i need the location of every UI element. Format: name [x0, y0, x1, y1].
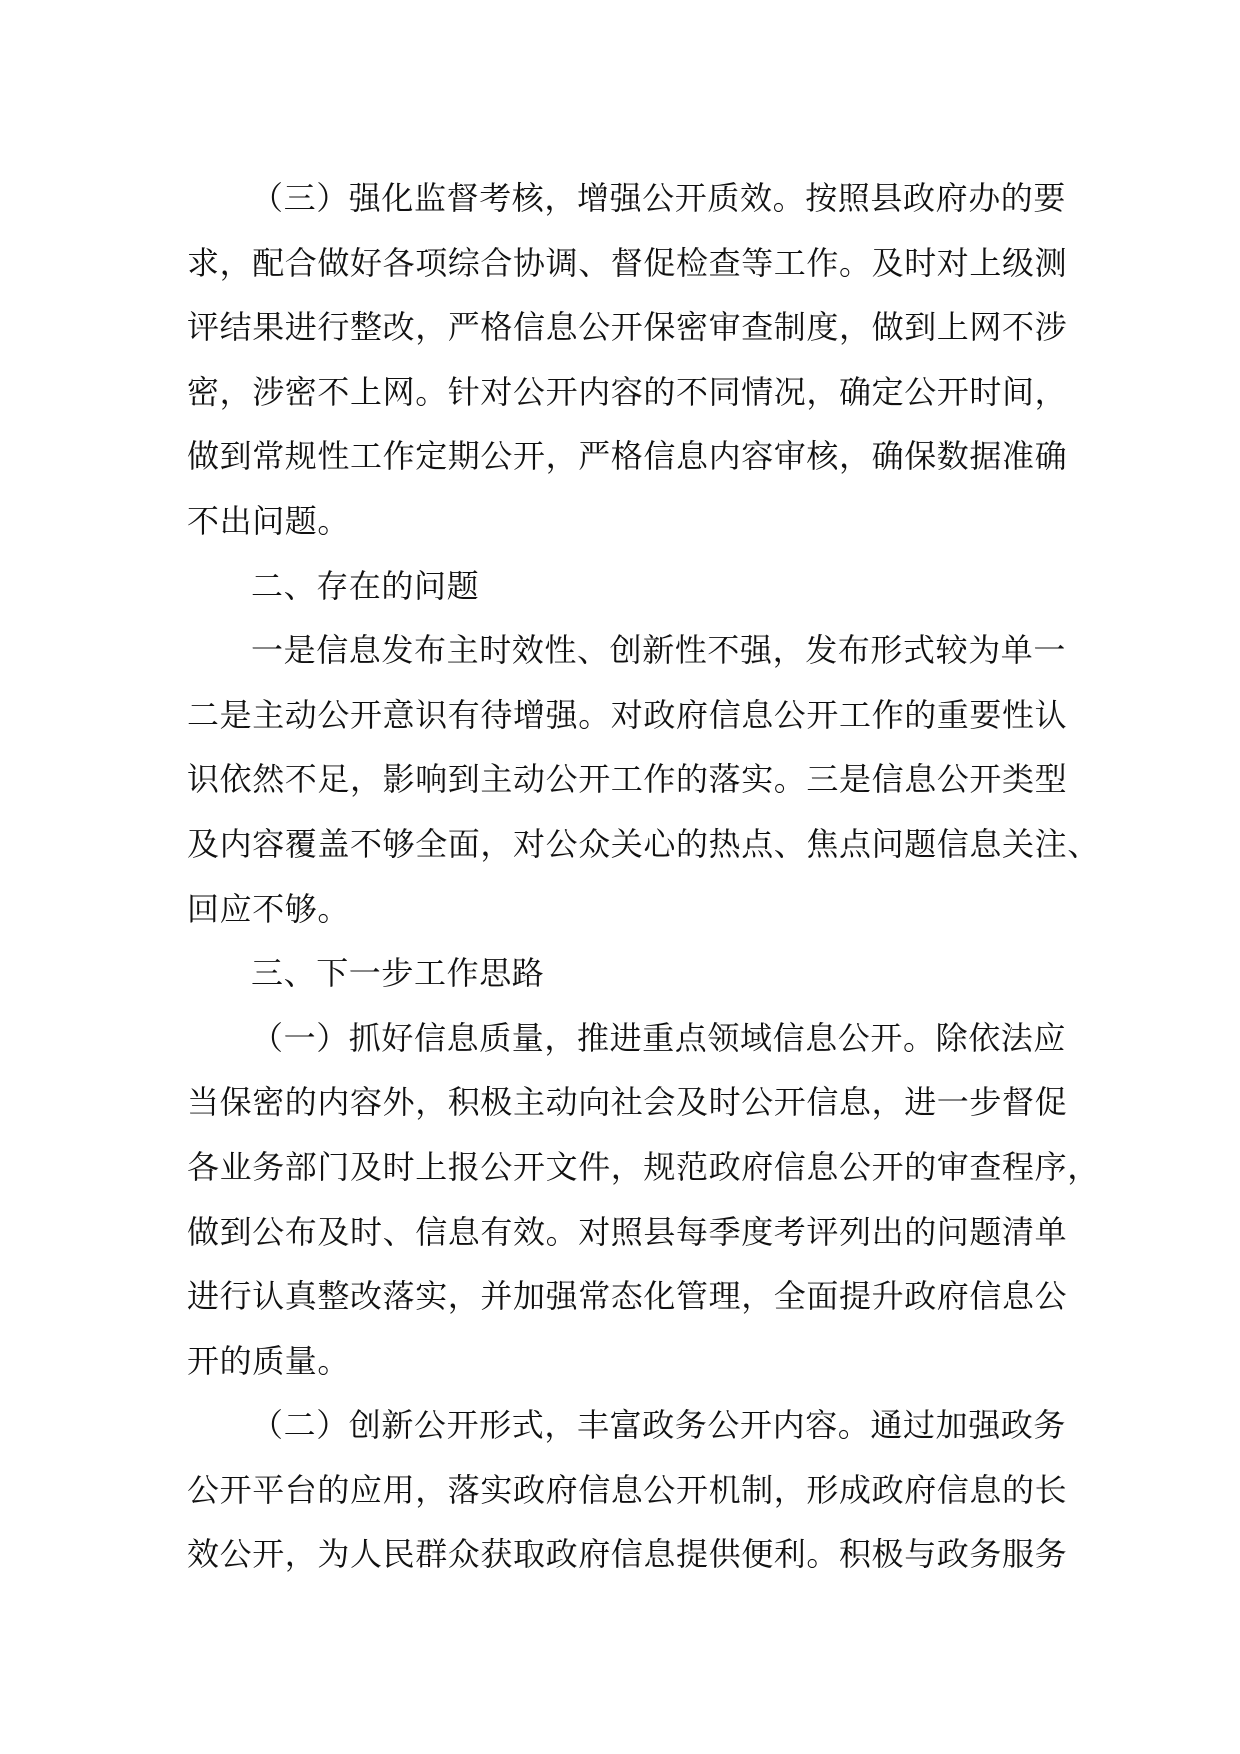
text-line: 当保密的内容外，积极主动向社会及时公开信息，进一步督促 [187, 1083, 1068, 1122]
text-line: 求，配合做好各项综合协调、督促检查等工作。及时对上级测 [187, 243, 1068, 282]
text-line: 做到常规性工作定期公开，严格信息内容审核，确保数据准确 [187, 437, 1068, 476]
text-line: 进行认真整改落实，并加强常态化管理，全面提升政府信息公 [187, 1277, 1068, 1316]
text-line: 识依然不足，影响到主动公开工作的落实。三是信息公开类型 [187, 760, 1068, 799]
section-heading: 二、存在的问题 [251, 566, 480, 605]
text-line: 评结果进行整改，严格信息公开保密审查制度，做到上网不涉 [187, 308, 1068, 347]
text-line: 开的质量。 [187, 1341, 351, 1380]
text-line: 二是主动公开意识有待增强。对政府信息公开工作的重要性认 [187, 695, 1068, 734]
text-line: 公开平台的应用，落实政府信息公开机制，形成政府信息的长 [187, 1470, 1068, 1509]
text-line: （三）强化监督考核，增强公开质效。按照县政府办的要 [251, 179, 1067, 217]
text-line: 回应不够。 [187, 889, 351, 928]
text-line: 效公开，为人民群众获取政府信息提供便利。积极与政务服务 [187, 1535, 1068, 1574]
section-heading: 三、下一步工作思路 [251, 954, 545, 993]
text-line: 做到公布及时、信息有效。对照县每季度考评列出的问题清单 [187, 1212, 1068, 1251]
text-line: 一是信息发布主时效性、创新性不强，发布形式较为单一 [251, 631, 1067, 670]
document-body [187, 166, 1100, 1587]
text-line: 不出问题。 [187, 501, 351, 540]
text-line: （二）创新公开形式，丰富政务公开内容。通过加强政务 [251, 1406, 1067, 1445]
text-line: 及内容覆盖不够全面，对公众关心的热点、焦点问题信息关注、 [187, 824, 1100, 863]
text-line: 密，涉密不上网。针对公开内容的不同情况，确定公开时间， [187, 372, 1068, 411]
text-line: （一）抓好信息质量，推进重点领域信息公开。除依法应 [251, 1018, 1067, 1057]
text-line: 各业务部门及时上报公开文件，规范政府信息公开的审查程序， [187, 1147, 1100, 1186]
